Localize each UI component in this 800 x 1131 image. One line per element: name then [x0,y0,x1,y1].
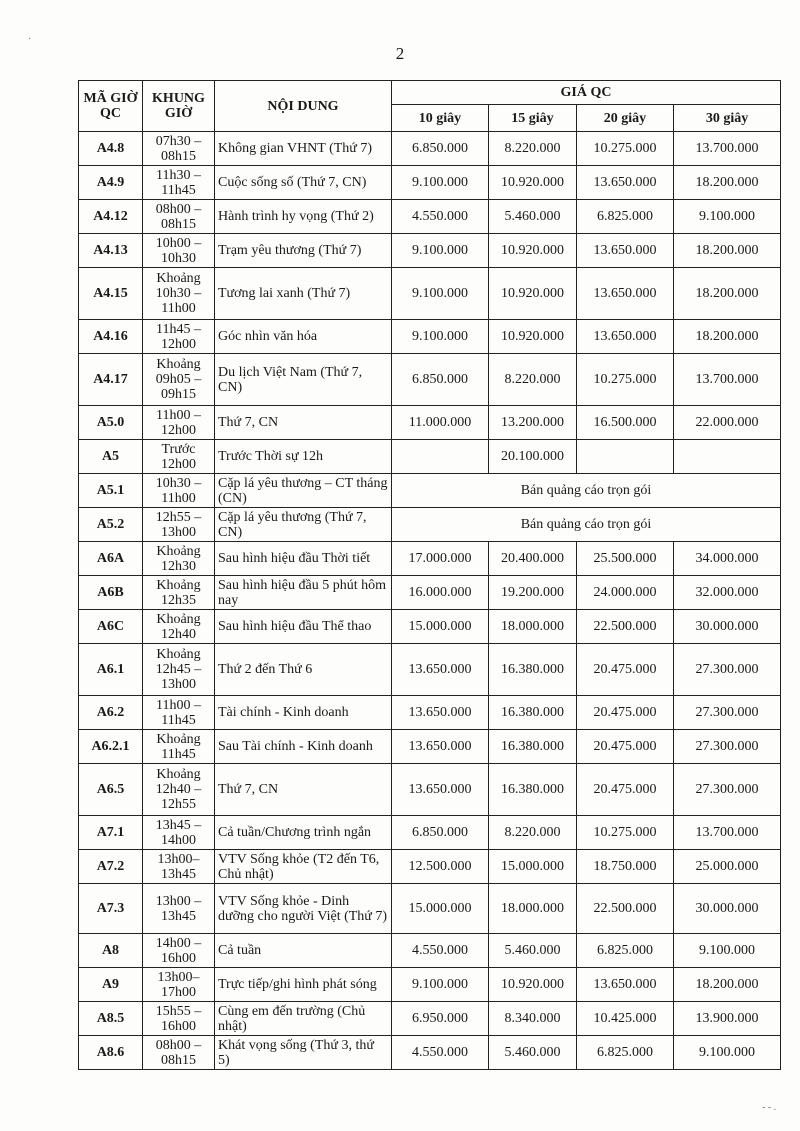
row-code: A6.1 [79,644,143,696]
row-program: Sau hình hiệu đầu 5 phút hôm nay [215,576,392,610]
row-time-slot: 10h30 – 11h00 [143,474,215,508]
row-program: Khát vọng sống (Thứ 3, thứ 5) [215,1036,392,1070]
row-code: A7.2 [79,850,143,884]
row-time-slot: 11h45 – 12h00 [143,320,215,354]
row-price [674,440,781,474]
row-price: 18.000.000 [489,884,577,934]
row-program: Sau hình hiệu đầu Thể thao [215,610,392,644]
row-price: 5.460.000 [489,1036,577,1070]
row-price: 8.220.000 [489,816,577,850]
row-price: 16.380.000 [489,696,577,730]
row-price: 18.000.000 [489,610,577,644]
row-price: 22.500.000 [577,884,674,934]
row-price: 6.825.000 [577,200,674,234]
row-program: Trước Thời sự 12h [215,440,392,474]
table-row [79,644,781,696]
row-program: Trạm yêu thương (Thứ 7) [215,234,392,268]
row-time-slot: Khoảng 12h40 [143,610,215,644]
row-price: 20.100.000 [489,440,577,474]
row-price: 6.850.000 [392,816,489,850]
row-price: 13.700.000 [674,816,781,850]
row-price: 30.000.000 [674,884,781,934]
row-price: 13.900.000 [674,1002,781,1036]
row-price [392,440,489,474]
table-row [79,764,781,816]
header-duration: 20 giây [577,105,674,132]
row-program: Thứ 7, CN [215,406,392,440]
row-time-slot: 15h55 – 16h00 [143,1002,215,1036]
row-price: 16.380.000 [489,764,577,816]
row-price: 6.825.000 [577,934,674,968]
row-program: Tương lai xanh (Thứ 7) [215,268,392,320]
row-price: 10.920.000 [489,968,577,1002]
row-price: 9.100.000 [674,200,781,234]
row-price: 9.100.000 [674,1036,781,1070]
row-time-slot: 11h00 – 12h00 [143,406,215,440]
row-price: 9.100.000 [392,968,489,1002]
row-program: Thứ 2 đến Thứ 6 [215,644,392,696]
row-price: 9.100.000 [392,268,489,320]
row-program: Hành trình hy vọng (Thứ 2) [215,200,392,234]
row-program: Trực tiếp/ghi hình phát sóng [215,968,392,1002]
row-time-slot: 07h30 – 08h15 [143,132,215,166]
row-program: Cặp lá yêu thương – CT tháng (CN) [215,474,392,508]
header-code: MÃ GIỜ QC [79,81,143,132]
ad-rate-table [78,80,781,1070]
row-code: A6B [79,576,143,610]
row-price: 17.000.000 [392,542,489,576]
row-price: 13.650.000 [577,234,674,268]
row-price: 4.550.000 [392,200,489,234]
row-price: 13.650.000 [392,764,489,816]
row-price: 18.200.000 [674,166,781,200]
table-row [79,884,781,934]
row-time-slot: Khoảng 12h35 [143,576,215,610]
row-price: 13.650.000 [577,166,674,200]
row-price: 13.200.000 [489,406,577,440]
row-price: 4.550.000 [392,934,489,968]
row-price: 13.650.000 [392,696,489,730]
row-program: VTV Sống khỏe - Dinh dưỡng cho người Việt (Thứ 7) [215,884,392,934]
row-program: Cả tuần/Chương trình ngắn [215,816,392,850]
row-time-slot: 10h00 – 10h30 [143,234,215,268]
row-time-slot: 13h00 – 13h45 [143,884,215,934]
row-code: A4.15 [79,268,143,320]
row-code: A8.5 [79,1002,143,1036]
row-program: Không gian VHNT (Thứ 7) [215,132,392,166]
table-row [79,268,781,320]
row-price: 27.300.000 [674,644,781,696]
row-time-slot: Khoảng 10h30 – 11h00 [143,268,215,320]
row-price: 18.200.000 [674,968,781,1002]
table-row [79,576,781,610]
table-row [79,132,781,166]
row-price: 5.460.000 [489,200,577,234]
table-row [79,968,781,1002]
row-price: 13.700.000 [674,132,781,166]
row-price: 13.650.000 [577,268,674,320]
table-row [79,474,781,508]
header-content: NỘI DUNG [215,81,392,132]
row-price: 6.850.000 [392,132,489,166]
row-price: 8.220.000 [489,132,577,166]
row-price: 6.850.000 [392,354,489,406]
row-price: 10.920.000 [489,234,577,268]
row-code: A6C [79,610,143,644]
row-price: 13.650.000 [392,644,489,696]
row-price: 9.100.000 [392,166,489,200]
row-code: A6.2.1 [79,730,143,764]
table-row [79,934,781,968]
table-row [79,234,781,268]
table-row [79,406,781,440]
row-price: 4.550.000 [392,1036,489,1070]
table-row [79,542,781,576]
row-program: Du lịch Việt Nam (Thứ 7, CN) [215,354,392,406]
row-price: 22.500.000 [577,610,674,644]
row-code: A4.12 [79,200,143,234]
row-price: 13.650.000 [577,320,674,354]
row-price: 30.000.000 [674,610,781,644]
row-code: A4.9 [79,166,143,200]
table-row [79,610,781,644]
row-price: 13.700.000 [674,354,781,406]
row-price: 16.500.000 [577,406,674,440]
table-row [79,816,781,850]
row-code: A4.17 [79,354,143,406]
header-duration: 15 giây [489,105,577,132]
row-price: 18.200.000 [674,234,781,268]
table-row [79,1002,781,1036]
row-time-slot: Khoảng 12h30 [143,542,215,576]
row-time-slot: 08h00 – 08h15 [143,200,215,234]
row-code: A9 [79,968,143,1002]
row-code: A5.0 [79,406,143,440]
row-code: A4.13 [79,234,143,268]
row-price: 27.300.000 [674,730,781,764]
row-time-slot: 13h00– 13h45 [143,850,215,884]
row-package-note: Bán quảng cáo trọn gói [392,508,781,542]
row-time-slot: 14h00 – 16h00 [143,934,215,968]
row-price: 16.380.000 [489,644,577,696]
table-row [79,320,781,354]
row-code: A5.1 [79,474,143,508]
row-price: 11.000.000 [392,406,489,440]
row-program: Tài chính - Kinh doanh [215,696,392,730]
row-code: A5 [79,440,143,474]
row-time-slot: Khoảng 11h45 [143,730,215,764]
row-time-slot: Khoảng 12h40 – 12h55 [143,764,215,816]
row-price: 25.500.000 [577,542,674,576]
row-price: 8.220.000 [489,354,577,406]
row-price: 15.000.000 [392,884,489,934]
row-time-slot: Trước 12h00 [143,440,215,474]
table-row [79,1036,781,1070]
row-time-slot: 11h00 – 11h45 [143,696,215,730]
row-price: 20.475.000 [577,644,674,696]
row-time-slot: Khoảng 12h45 – 13h00 [143,644,215,696]
row-price: 10.275.000 [577,132,674,166]
row-price: 25.000.000 [674,850,781,884]
row-program: Sau hình hiệu đầu Thời tiết [215,542,392,576]
row-code: A8.6 [79,1036,143,1070]
table-row [79,200,781,234]
row-program: Cuộc sống số (Thứ 7, CN) [215,166,392,200]
row-program: Thứ 7, CN [215,764,392,816]
table-row [79,850,781,884]
table-row [79,696,781,730]
table-row [79,508,781,542]
row-price: 15.000.000 [392,610,489,644]
row-price: 20.400.000 [489,542,577,576]
row-code: A4.16 [79,320,143,354]
row-time-slot: 13h45 – 14h00 [143,816,215,850]
row-price: 9.100.000 [392,234,489,268]
row-price: 15.000.000 [489,850,577,884]
row-code: A6.2 [79,696,143,730]
row-code: A5.2 [79,508,143,542]
row-program: Cả tuần [215,934,392,968]
row-price: 20.475.000 [577,764,674,816]
row-price: 8.340.000 [489,1002,577,1036]
row-price: 10.920.000 [489,320,577,354]
row-code: A6.5 [79,764,143,816]
row-price: 34.000.000 [674,542,781,576]
page-number: 2 [395,44,405,63]
row-price: 18.750.000 [577,850,674,884]
header-duration: 10 giây [392,105,489,132]
row-price: 5.460.000 [489,934,577,968]
row-price: 10.275.000 [577,816,674,850]
row-price: 10.425.000 [577,1002,674,1036]
row-price: 10.920.000 [489,268,577,320]
row-price: 18.200.000 [674,320,781,354]
row-price: 32.000.000 [674,576,781,610]
row-time-slot: 11h30 – 11h45 [143,166,215,200]
row-program: Cặp lá yêu thương (Thứ 7, CN) [215,508,392,542]
row-price: 22.000.000 [674,406,781,440]
row-package-note: Bán quảng cáo trọn gói [392,474,781,508]
row-code: A8 [79,934,143,968]
row-price: 18.200.000 [674,268,781,320]
row-time-slot: 12h55 – 13h00 [143,508,215,542]
row-price: 6.825.000 [577,1036,674,1070]
row-price: 13.650.000 [577,968,674,1002]
row-price: 6.950.000 [392,1002,489,1036]
row-time-slot: 13h00– 17h00 [143,968,215,1002]
table-row [79,730,781,764]
row-price: 13.650.000 [392,730,489,764]
header-price-group: GIÁ QC [392,81,781,105]
header-duration: 30 giây [674,105,781,132]
row-time-slot: 08h00 – 08h15 [143,1036,215,1070]
row-program: Góc nhìn văn hóa [215,320,392,354]
row-price: 20.475.000 [577,730,674,764]
row-price: 9.100.000 [674,934,781,968]
row-price: 16.000.000 [392,576,489,610]
row-code: A7.1 [79,816,143,850]
row-code: A6A [79,542,143,576]
row-price: 9.100.000 [392,320,489,354]
row-price: 12.500.000 [392,850,489,884]
row-program: Cùng em đến trường (Chủ nhật) [215,1002,392,1036]
row-price: 24.000.000 [577,576,674,610]
row-time-slot: Khoảng 09h05 – 09h15 [143,354,215,406]
row-code: A7.3 [79,884,143,934]
row-program: VTV Sống khỏe (T2 đến T6, Chủ nhật) [215,850,392,884]
row-program: Sau Tài chính - Kinh doanh [215,730,392,764]
row-price: 10.275.000 [577,354,674,406]
row-price: 10.920.000 [489,166,577,200]
row-code: A4.8 [79,132,143,166]
table-row [79,354,781,406]
row-price: 27.300.000 [674,696,781,730]
row-price [577,440,674,474]
row-price: 19.200.000 [489,576,577,610]
row-price: 20.475.000 [577,696,674,730]
table-row [79,440,781,474]
row-price: 27.300.000 [674,764,781,816]
table-row [79,166,781,200]
header-slot: KHUNG GIỜ [143,81,215,132]
row-price: 16.380.000 [489,730,577,764]
